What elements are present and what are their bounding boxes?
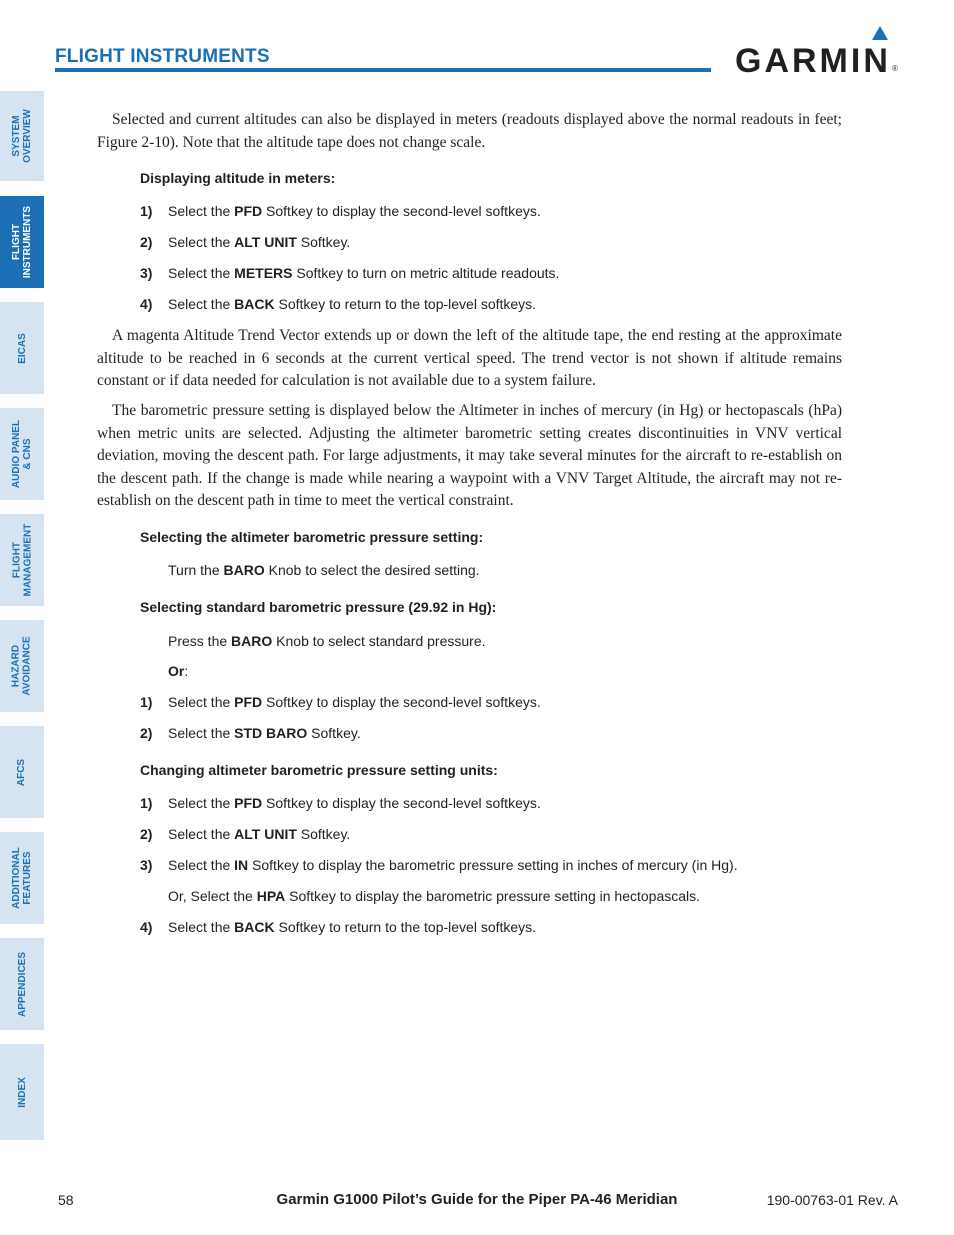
step-text: Softkey. bbox=[296, 826, 351, 842]
step bbox=[140, 694, 541, 710]
footer-title: Garmin G1000 Pilot’s Guide for the Piper PA-46 Meridian bbox=[276, 1191, 678, 1208]
step bbox=[168, 888, 700, 904]
knob-name: BARO bbox=[223, 562, 265, 578]
softkey-name: ALT UNIT bbox=[234, 234, 297, 250]
softkey-name: BACK bbox=[234, 296, 275, 312]
tab-label: AUDIO PANEL & CNS bbox=[11, 419, 33, 489]
tab-hazard-avoidance[interactable] bbox=[0, 620, 44, 712]
tab-flight-instruments[interactable] bbox=[0, 196, 44, 288]
page-number: 58 bbox=[58, 1192, 74, 1208]
tab-flight-management[interactable] bbox=[0, 514, 44, 606]
tab-label: FLIGHT MANAGEMENT bbox=[11, 523, 33, 597]
logo-triangle-icon bbox=[872, 26, 888, 40]
procedure-title: Selecting the altimeter barometric pressure setting: bbox=[140, 529, 484, 545]
step-text: Or, Select the bbox=[168, 888, 257, 904]
step bbox=[140, 296, 536, 312]
or-label: Or bbox=[168, 663, 185, 679]
tab-audio-panel-cns[interactable] bbox=[0, 408, 44, 500]
step-number: 1) bbox=[140, 203, 153, 219]
step-text: Turn the bbox=[168, 562, 224, 578]
tab-index[interactable] bbox=[0, 1044, 44, 1140]
softkey-name: PFD bbox=[234, 203, 263, 219]
step-number: 2) bbox=[140, 234, 153, 250]
step-text: Select the bbox=[168, 857, 235, 873]
paragraph-meters: Selected and current altitudes can also be displayed in meters (readouts displayed above the normal readouts in feet; Figure 2-10). Note that the altitude tape does not change scale. bbox=[97, 111, 842, 151]
step-number: 1) bbox=[140, 694, 153, 710]
paragraph-trend-vector: A magenta Altitude Trend Vector extends up or down the left of the altitude tape, the end resting at the approximate altitude to be reached in 6 seconds at the current vertical speed. The trend vector is not shown if altitude remains constant or if data needed for calculation is not available due to a system failure. bbox=[97, 327, 842, 389]
paragraph-barometric: The barometric pressure setting is displayed below the Altimeter in inches of mercury (in Hg) or hectopascals (hPa) when metric units are selected. Adjusting the altimeter barometric setting creates discontinuities in VNV vertical deviation, moving the descent path. For large adjustments, it may take several minutes for the aircraft to re-establish on the descent path. If the change is made while nearing a waypoint with a VNV Target Altitude, the aircraft may not re-establish on the descent path in time to meet the vertical constraint. bbox=[97, 402, 842, 509]
tab-system-overview[interactable] bbox=[0, 91, 44, 181]
step-text: Softkey to display the barometric pressure setting in inches of mercury (in Hg). bbox=[248, 857, 738, 873]
step-text: Softkey to return to the top-level softkeys. bbox=[274, 919, 537, 935]
step-text: Softkey to display the second-level softkeys. bbox=[262, 795, 541, 811]
step-text: Softkey. bbox=[307, 725, 361, 741]
knob-name: BARO bbox=[231, 633, 273, 649]
softkey-name: METERS bbox=[234, 265, 293, 281]
tab-eicas[interactable] bbox=[0, 302, 44, 394]
step-text: Softkey to turn on metric altitude readouts. bbox=[292, 265, 560, 281]
tab-label: FLIGHT INSTRUMENTS bbox=[11, 205, 34, 279]
tab-label: INDEX bbox=[16, 1076, 28, 1108]
step bbox=[140, 826, 350, 842]
document-number: 190-00763-01 Rev. A bbox=[766, 1192, 898, 1208]
step-number: 2) bbox=[140, 826, 153, 842]
step bbox=[140, 203, 541, 219]
step-text: Select the bbox=[168, 795, 235, 811]
step bbox=[168, 633, 486, 649]
softkey-name: PFD bbox=[234, 694, 263, 710]
tab-label: SYSTEM OVERVIEW bbox=[11, 109, 33, 163]
softkey-name: BACK bbox=[234, 919, 275, 935]
step-text: Select the bbox=[168, 694, 235, 710]
procedure-title: Displaying altitude in meters: bbox=[140, 170, 336, 186]
tab-label: APPENDICES bbox=[16, 951, 28, 1017]
step-text: Select the bbox=[168, 234, 235, 250]
step bbox=[168, 562, 480, 578]
step bbox=[140, 234, 350, 250]
step-text: Softkey to return to the top-level softkeys. bbox=[274, 296, 537, 312]
section-title: FLIGHT INSTRUMENTS bbox=[55, 46, 270, 67]
step-text: Knob to select the desired setting. bbox=[264, 562, 480, 578]
step bbox=[140, 857, 738, 873]
step bbox=[140, 725, 361, 741]
step-text: Select the bbox=[168, 919, 235, 935]
step-text: Softkey to display the second-level softkeys. bbox=[262, 694, 541, 710]
step-text: Select the bbox=[168, 296, 235, 312]
step-text: Softkey. bbox=[296, 234, 351, 250]
step-number: 3) bbox=[140, 265, 153, 281]
softkey-name: HPA bbox=[256, 888, 286, 904]
softkey-name: ALT UNIT bbox=[234, 826, 297, 842]
or-colon: : bbox=[184, 663, 189, 679]
step-text: Knob to select standard pressure. bbox=[272, 633, 486, 649]
step-text: Softkey to display the barometric pressure setting in hectopascals. bbox=[285, 888, 701, 904]
step-number: 4) bbox=[140, 296, 153, 312]
step-text: Select the bbox=[168, 826, 235, 842]
tab-afcs[interactable] bbox=[0, 726, 44, 818]
logo-registered-mark: ® bbox=[892, 64, 898, 73]
softkey-name: PFD bbox=[234, 795, 263, 811]
step-number: 2) bbox=[140, 725, 153, 741]
garmin-logo bbox=[735, 26, 900, 80]
tab-label: HAZARD AVOIDANCE bbox=[11, 636, 34, 696]
step bbox=[140, 265, 559, 281]
tab-appendices[interactable] bbox=[0, 938, 44, 1030]
tab-additional-features[interactable] bbox=[0, 832, 44, 924]
step-number: 4) bbox=[140, 919, 153, 935]
step-text: Select the bbox=[168, 725, 235, 741]
step bbox=[140, 795, 541, 811]
step-number: 3) bbox=[140, 857, 153, 873]
step-text: Softkey to display the second-level softkeys. bbox=[262, 203, 541, 219]
logo-text: GARMIN bbox=[735, 42, 891, 80]
step-text: Press the bbox=[168, 633, 232, 649]
step-text: Select the bbox=[168, 203, 235, 219]
step-number: 1) bbox=[140, 795, 153, 811]
procedure-title: Changing altimeter barometric pressure setting units: bbox=[140, 762, 498, 778]
tab-label: EICAS bbox=[16, 332, 28, 364]
header-rule bbox=[55, 68, 711, 72]
step-text: Select the bbox=[168, 265, 235, 281]
step bbox=[140, 919, 536, 935]
tab-label: AFCS bbox=[16, 758, 28, 786]
tab-label: ADDITIONAL FEATURES bbox=[11, 847, 34, 909]
softkey-name: IN bbox=[234, 857, 249, 873]
or-separator bbox=[168, 663, 188, 679]
softkey-name: STD BARO bbox=[234, 725, 308, 741]
procedure-title: Selecting standard barometric pressure (29.92 in Hg): bbox=[140, 599, 497, 615]
